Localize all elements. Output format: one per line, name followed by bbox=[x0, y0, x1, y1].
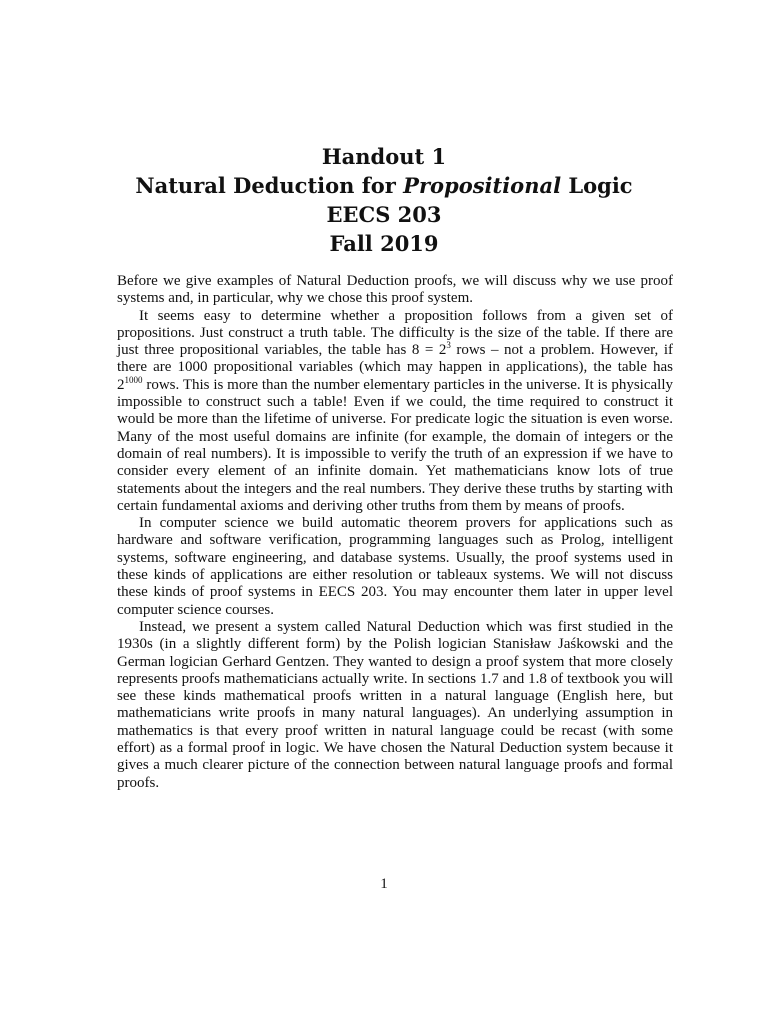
paragraph-truth-tables bbox=[117, 308, 673, 516]
handout-topic bbox=[0, 171, 768, 200]
topic-suffix: Logic bbox=[561, 173, 633, 198]
paragraph-truth-tables-part-a: It seems easy to determine whether a proposition follows from a given set of propositions. Just construct a truth table. The difficulty is the size of the table. If there are just three propositional variables, the table has 8 = 2 bbox=[117, 307, 673, 359]
paragraph-truth-tables-part-b: rows – not a problem. However, if there are 1000 propositional variables (which may happen in applications), the table has 2 bbox=[117, 342, 673, 393]
topic-prefix: Natural Deduction for bbox=[135, 173, 404, 198]
handout-number: Handout 1 bbox=[321, 144, 447, 169]
term: Fall 2019 bbox=[329, 231, 439, 256]
exponent-3: 3 bbox=[446, 340, 451, 351]
paragraph-truth-tables-part-c: rows. This is more than the number elementary particles in the universe. It is physically impossible to construct such a table! Even if we could, the time required to construct it would be more than the lifetime of universe. For predicate logic the situation is even worse. Many of the most useful domains are infinite (for example, the domain of integers or the domain of real numbers). It is impossible to verify the truth of an expression if we have to consider every element of an infinite domain. Yet mathematicians know lots of true statements about the integers and the real numbers. They derive these truths by starting with certain fundamental axioms and deriving other truths from them by means of proofs. bbox=[117, 376, 673, 514]
paragraph-intro: Before we give examples of Natural Deduction proofs, we will discuss why we use proof systems and, in particular, why we chose this proof system. bbox=[117, 273, 673, 307]
document-body bbox=[117, 273, 673, 792]
paragraph-theorem-provers: In computer science we build automatic theorem provers for applications such as hardware and software verification, programming languages such as Prolog, intelligent systems, software engineering, and database systems. Usually, the proof systems used in these kinds of applications are either resolution or tableaux systems. We will not discuss these kinds of proof systems in EECS 203. You may encounter them later in upper level computer science courses. bbox=[117, 515, 673, 618]
page-number: 1 bbox=[380, 876, 388, 892]
course-code: EECS 203 bbox=[326, 202, 442, 227]
document-title bbox=[0, 142, 768, 258]
exponent-1000: 1000 bbox=[124, 374, 143, 385]
paragraph-natural-deduction: Instead, we present a system called Natural Deduction which was first studied in the 1930s (in a slightly different form) by the Polish logician Stanisław Jaśkowski and the German logician Gerhard Gentzen. They wanted to design a proof system that more closely represents proofs mathematicians actually write. In sections 1.7 and 1.8 of textbook you will see these kinds mathematical proofs written in a natural language (English here, but mathematicians write proofs in many natural languages). An underlying assumption in mathematics is that every proof written in natural language could be recast (with some effort) as a formal proof in logic. We have chosen the Natural Deduction system because it gives a much clearer picture of the connection between natural language proofs and formal proofs. bbox=[117, 618, 673, 791]
topic-italic-word: Propositional bbox=[403, 173, 562, 198]
